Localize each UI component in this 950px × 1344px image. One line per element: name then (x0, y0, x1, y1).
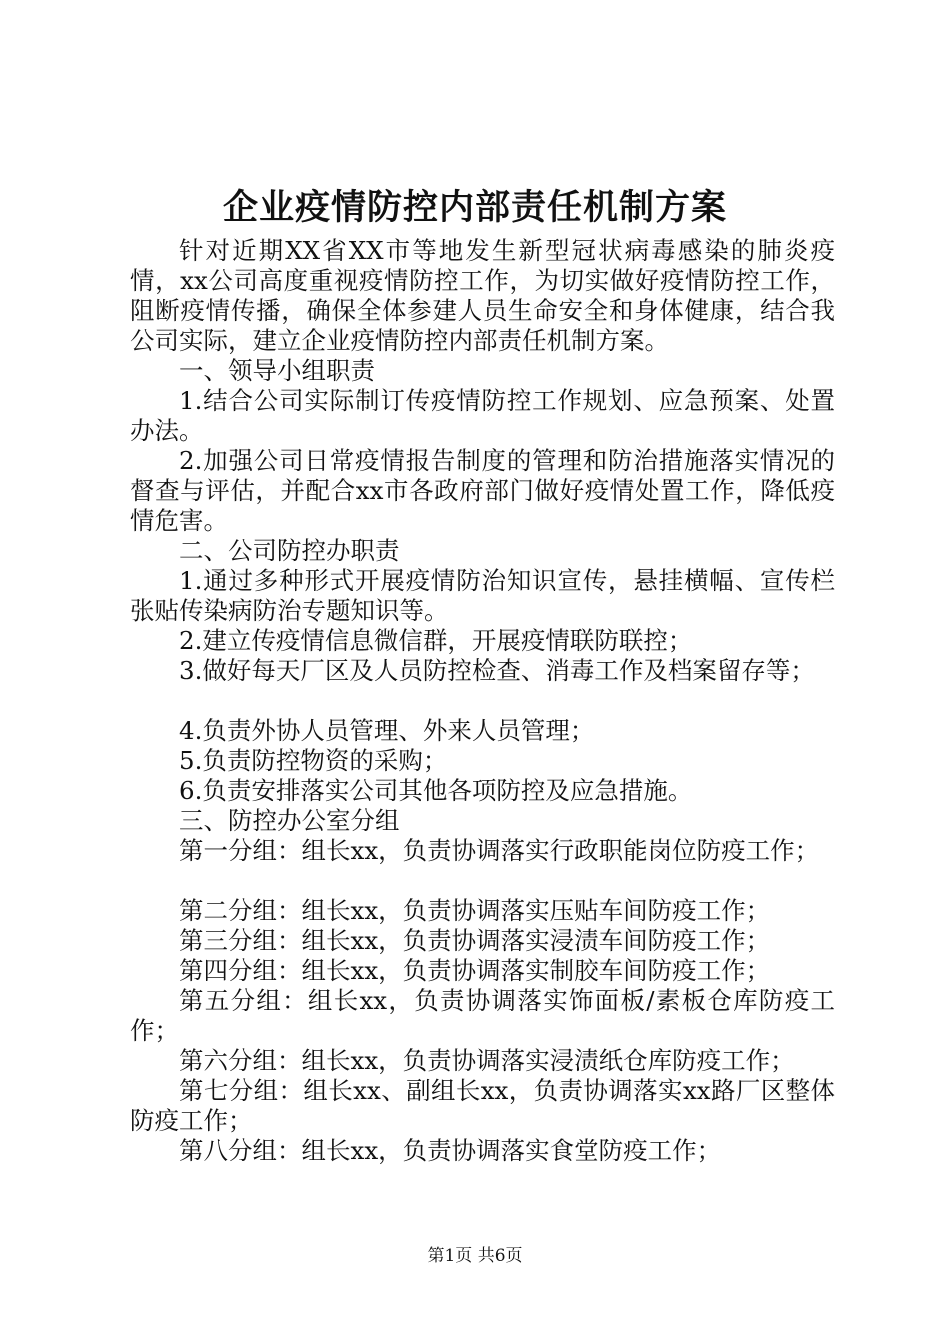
office-item-3: 3.做好每天厂区及人员防控检查、消毒工作及档案留存等； (179, 656, 815, 685)
office-item-1: 1.通过多种形式开展疫情防治知识宣传，悬挂横幅、宣传栏张贴传染病防治专题知识等。 (130, 566, 835, 625)
section-heading-groups: 三、防控办公室分组 (179, 806, 400, 835)
group-item-3: 第三分组：组长xx，负责协调落实浸渍车间防疫工作； (179, 926, 771, 955)
page-number-footer: 第1页 共6页 (427, 1246, 523, 1266)
blank-line (130, 686, 835, 716)
document-title: 企业疫情防控内部责任机制方案 (222, 187, 727, 228)
group-item-6: 第六分组：组长xx，负责协调落实浸渍纸仓库防疫工作； (179, 1046, 795, 1075)
leadership-item-2: 2.加强公司日常疫情报告制度的管理和防治措施落实情况的督查与评估，并配合xx市各政府部门做好疫情处置工作，降低疫情危害。 (130, 446, 835, 535)
group-item-7: 第七分组：组长xx、副组长xx，负责协调落实xx路厂区整体防疫工作； (130, 1076, 835, 1135)
office-item-2: 2.建立传疫情信息微信群，开展疫情联防联控； (179, 626, 693, 655)
blank-line (130, 866, 835, 896)
office-item-6: 6.负责安排落实公司其他各项防控及应急措施。 (179, 776, 693, 805)
group-item-8: 第八分组：组长xx，负责协调落实食堂防疫工作； (179, 1136, 722, 1165)
document-body (130, 236, 835, 1166)
leadership-item-1: 1.结合公司实际制订传疫情防控工作规划、应急预案、处置办法。 (130, 386, 835, 445)
group-item-2: 第二分组：组长xx，负责协调落实压贴车间防疫工作； (179, 896, 771, 925)
group-item-4: 第四分组：组长xx，负责协调落实制胶车间防疫工作； (179, 956, 771, 985)
group-item-1: 第一分组：组长xx，负责协调落实行政职能岗位防疫工作； (179, 836, 820, 865)
group-item-5: 第五分组：组长xx，负责协调落实饰面板/素板仓库防疫工作； (130, 986, 835, 1045)
section-heading-leadership: 一、领导小组职责 (179, 356, 375, 385)
office-item-4: 4.负责外协人员管理、外来人员管理； (179, 716, 595, 745)
office-item-5: 5.负责防控物资的采购； (179, 746, 448, 775)
section-heading-office: 二、公司防控办职责 (179, 536, 400, 565)
intro-paragraph: 针对近期XX省XX市等地发生新型冠状病毒感染的肺炎疫情，xx公司高度重视疫情防控工作，为切实做好疫情防控工作，阻断疫情传播，确保全体参建人员生命安全和身体健康，结合我公司实际，建立企业疫情防控内部责任机制方案。 (130, 236, 835, 355)
